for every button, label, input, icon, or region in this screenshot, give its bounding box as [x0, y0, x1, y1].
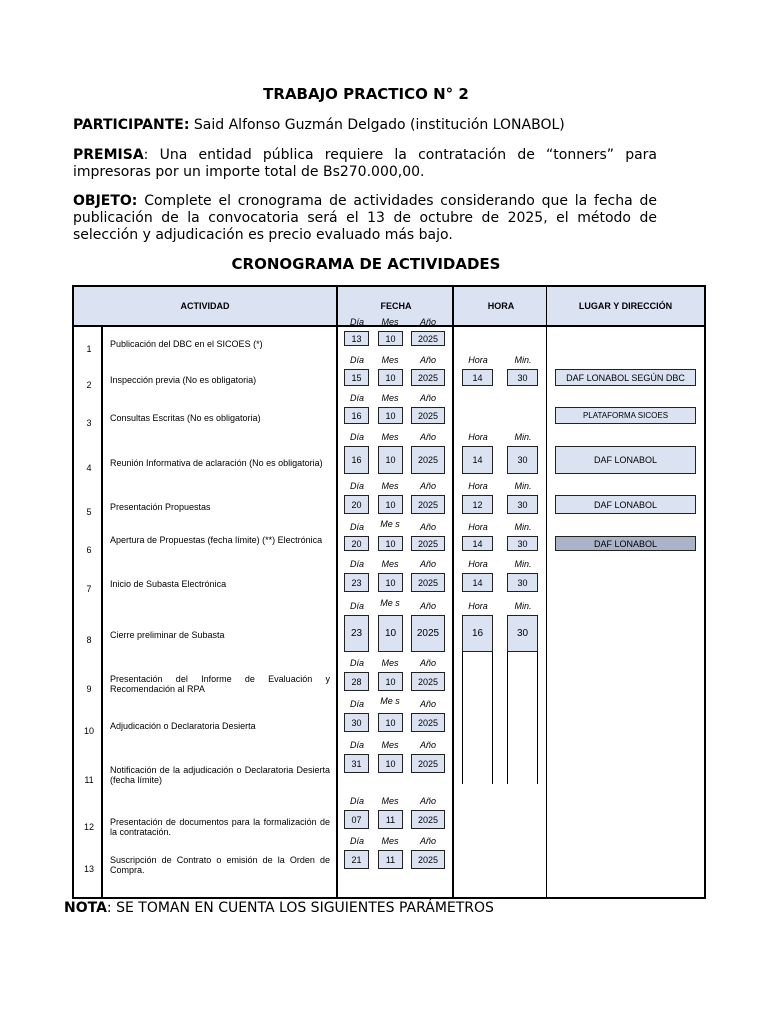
min-field[interactable]: 30	[507, 446, 538, 474]
nota-label: NOTA	[64, 900, 107, 916]
dia-label: Día	[349, 317, 364, 327]
anio-label: Año	[419, 522, 436, 532]
hora-field[interactable]: 16	[462, 615, 493, 652]
mes-field[interactable]: 10	[378, 713, 403, 732]
participante-paragraph	[73, 117, 657, 134]
dia-field[interactable]: 16	[344, 446, 369, 474]
anio-field[interactable]: 2025	[411, 369, 445, 386]
cronograma-title: CRONOGRAMA DE ACTIVIDADES	[231, 255, 501, 273]
lugar-field[interactable]: DAF LONABOL	[555, 536, 696, 551]
premisa-paragraph	[73, 147, 657, 181]
mes-label: Mes	[381, 658, 399, 668]
anio-label: Año	[419, 481, 436, 491]
dia-label: Día	[349, 481, 364, 491]
dia-field[interactable]: 31	[344, 754, 369, 773]
row-number: 4	[86, 463, 92, 473]
activity-name: Consultas Escritas (No es obligatoria)	[110, 413, 261, 423]
participante-label: PARTICIPANTE:	[73, 117, 190, 133]
mes-label: Mes	[381, 355, 399, 365]
premisa-label: PREMISA	[73, 147, 144, 163]
anio-label: Año	[419, 432, 436, 442]
guide-line	[507, 652, 508, 784]
mes-field[interactable]: 10	[378, 495, 403, 514]
mes-label: Me s	[380, 696, 400, 706]
lugar-field[interactable]: DAF LONABOL	[555, 446, 696, 474]
column-divider	[101, 327, 103, 897]
anio-label: Año	[419, 317, 436, 327]
anio-field[interactable]: 2025	[411, 754, 445, 773]
min-field[interactable]: 30	[507, 495, 538, 514]
hora-label: Hora	[468, 432, 488, 442]
dia-label: Día	[349, 559, 364, 569]
mes-label: Mes	[381, 393, 399, 403]
min-label: Min.	[514, 522, 532, 532]
anio-label: Año	[419, 740, 436, 750]
anio-label: Año	[419, 836, 436, 846]
dia-label: Día	[349, 355, 364, 365]
activity-name: Cierre preliminar de Subasta	[110, 630, 225, 640]
activity-name: Suscripción de Contrato o emisión de la Orden de Compra.	[110, 855, 330, 875]
hora-field[interactable]: 12	[462, 495, 493, 514]
guide-line	[492, 652, 493, 784]
objeto-label: OBJETO:	[73, 193, 138, 209]
anio-field[interactable]: 2025	[411, 672, 445, 691]
column-divider	[336, 287, 338, 897]
mes-field[interactable]: 10	[378, 407, 403, 424]
row-number: 1	[86, 344, 92, 354]
min-field[interactable]: 30	[507, 369, 538, 386]
row-number: 10	[83, 726, 94, 736]
activity-name: Presentación de documentos para la formalización de la contratación.	[110, 817, 330, 837]
dia-field[interactable]: 28	[344, 672, 369, 691]
dia-label: Día	[349, 699, 364, 709]
row-number: 12	[83, 822, 94, 832]
mes-field[interactable]: 10	[378, 672, 403, 691]
anio-label: Año	[419, 699, 436, 709]
hora-field[interactable]: 14	[462, 573, 493, 592]
anio-field[interactable]: 2025	[411, 850, 445, 869]
dia-label: Día	[349, 522, 364, 532]
anio-field[interactable]: 2025	[411, 713, 445, 732]
anio-label: Año	[419, 601, 436, 611]
mes-field[interactable]: 10	[378, 331, 403, 346]
guide-line	[462, 652, 463, 784]
dia-field[interactable]: 15	[344, 369, 369, 386]
activity-name: Apertura de Propuestas (fecha límite) (**) Electrónica	[110, 535, 323, 545]
activity-name: Inicio de Subasta Electrónica	[110, 579, 227, 589]
dia-label: Día	[349, 796, 364, 806]
objeto-text: Complete el cronograma de actividades considerando que la fecha de publicación de la convocatoria será el 13 de octubre de 2025, el método de selección y adjudicación es precio evaluado más bajo.	[73, 193, 657, 243]
header-fecha: FECHA	[380, 301, 412, 311]
min-label: Min.	[514, 432, 532, 442]
dia-field[interactable]: 23	[344, 615, 369, 652]
anio-field[interactable]: 2025	[411, 407, 445, 424]
anio-label: Año	[419, 355, 436, 365]
objeto-paragraph	[73, 193, 657, 244]
premisa-text: : Una entidad pública requiere la contratación de “tonners” para impresoras por un importe total de Bs270.000,00.	[73, 147, 657, 180]
mes-field[interactable]: 10	[378, 573, 403, 592]
dia-field[interactable]: 16	[344, 407, 369, 424]
row-number: 9	[86, 684, 92, 694]
min-label: Min.	[514, 601, 532, 611]
min-field[interactable]: 30	[507, 536, 538, 551]
anio-field[interactable]: 2025	[411, 331, 445, 346]
hora-label: Hora	[468, 522, 488, 532]
mes-label: Mes	[381, 836, 399, 846]
hora-label: Hora	[468, 559, 488, 569]
mes-label: Mes	[381, 317, 399, 327]
dia-field[interactable]: 13	[344, 331, 369, 346]
activity-name: Adjudicación o Declaratoria Desierta	[110, 721, 256, 731]
header-lugar: LUGAR Y DIRECCIÓN	[578, 301, 673, 311]
dia-label: Día	[349, 432, 364, 442]
lugar-field[interactable]: DAF LONABOL	[555, 495, 696, 514]
guide-line	[537, 652, 538, 784]
mes-field[interactable]: 11	[378, 810, 403, 829]
document-title: TRABAJO PRACTICO N° 2	[263, 85, 469, 103]
anio-field[interactable]: 2025	[411, 495, 445, 514]
dia-label: Día	[349, 393, 364, 403]
anio-field[interactable]: 2025	[411, 615, 445, 652]
mes-label: Mes	[381, 740, 399, 750]
column-divider	[546, 287, 547, 897]
row-number: 2	[86, 380, 92, 390]
row-number: 8	[86, 635, 92, 645]
mes-field[interactable]: 10	[378, 615, 403, 652]
anio-label: Año	[419, 393, 436, 403]
nota-line	[64, 900, 494, 916]
hora-label: Hora	[468, 355, 488, 365]
hora-field[interactable]: 14	[462, 536, 493, 551]
mes-field[interactable]: 11	[378, 850, 403, 869]
min-label: Min.	[514, 559, 532, 569]
row-number: 6	[86, 545, 92, 555]
dia-field[interactable]: 20	[344, 536, 369, 551]
row-number: 13	[83, 864, 94, 874]
dia-label: Día	[349, 836, 364, 846]
hora-label: Hora	[468, 481, 488, 491]
activity-name: Notificación de la adjudicación o Declaratoria Desierta (fecha límite)	[110, 765, 330, 785]
header-actividad: ACTIVIDAD	[180, 301, 230, 311]
anio-field[interactable]: 2025	[411, 810, 445, 829]
activity-name: Publicación del DBC en el SICOES (*)	[110, 339, 263, 349]
activity-name: Inspección previa (No es obligatoria)	[110, 375, 257, 385]
activity-name: Presentación del Informe de Evaluación y Recomendación al RPA	[110, 674, 330, 694]
lugar-field[interactable]: DAF LONABOL SEGÚN DBC	[555, 369, 696, 386]
anio-label: Año	[419, 559, 436, 569]
anio-label: Año	[419, 796, 436, 806]
mes-field[interactable]: 10	[378, 536, 403, 551]
hora-field[interactable]: 14	[462, 446, 493, 474]
row-number: 3	[86, 418, 92, 428]
dia-field[interactable]: 30	[344, 713, 369, 732]
dia-field[interactable]: 21	[344, 850, 369, 869]
mes-label: Mes	[381, 432, 399, 442]
nota-text: : SE TOMAN EN CUENTA LOS SIGUIENTES PARÁMETROS	[106, 900, 494, 916]
min-label: Min.	[514, 355, 532, 365]
mes-label: Me s	[380, 598, 400, 608]
lugar-field[interactable]: PLATAFORMA SICOES	[555, 407, 696, 424]
row-number: 5	[86, 507, 92, 517]
mes-field[interactable]: 10	[378, 446, 403, 474]
dia-field[interactable]: 20	[344, 495, 369, 514]
min-label: Min.	[514, 481, 532, 491]
header-hora: HORA	[487, 301, 515, 311]
hora-field[interactable]: 14	[462, 369, 493, 386]
dia-field[interactable]: 07	[344, 810, 369, 829]
schedule-table	[72, 285, 706, 899]
mes-label: Me s	[380, 519, 400, 529]
min-field[interactable]: 30	[507, 615, 538, 652]
hora-label: Hora	[468, 601, 488, 611]
anio-field[interactable]: 2025	[411, 446, 445, 474]
dia-field[interactable]: 23	[344, 573, 369, 592]
row-number: 7	[86, 584, 92, 594]
mes-label: Mes	[381, 559, 399, 569]
mes-field[interactable]: 10	[378, 369, 403, 386]
activity-name: Presentación Propuestas	[110, 502, 211, 512]
dia-label: Día	[349, 740, 364, 750]
participante-text: Said Alfonso Guzmán Delgado (institución LONABOL)	[193, 117, 565, 133]
anio-field[interactable]: 2025	[411, 536, 445, 551]
dia-label: Día	[349, 658, 364, 668]
column-divider	[452, 287, 454, 897]
mes-label: Mes	[381, 481, 399, 491]
anio-label: Año	[419, 658, 436, 668]
row-number: 11	[84, 775, 94, 785]
activity-name: Reunión Informativa de aclaración (No es obligatoria)	[110, 458, 323, 468]
anio-field[interactable]: 2025	[411, 573, 445, 592]
mes-label: Mes	[381, 796, 399, 806]
min-field[interactable]: 30	[507, 573, 538, 592]
dia-label: Día	[349, 601, 364, 611]
mes-field[interactable]: 10	[378, 754, 403, 773]
